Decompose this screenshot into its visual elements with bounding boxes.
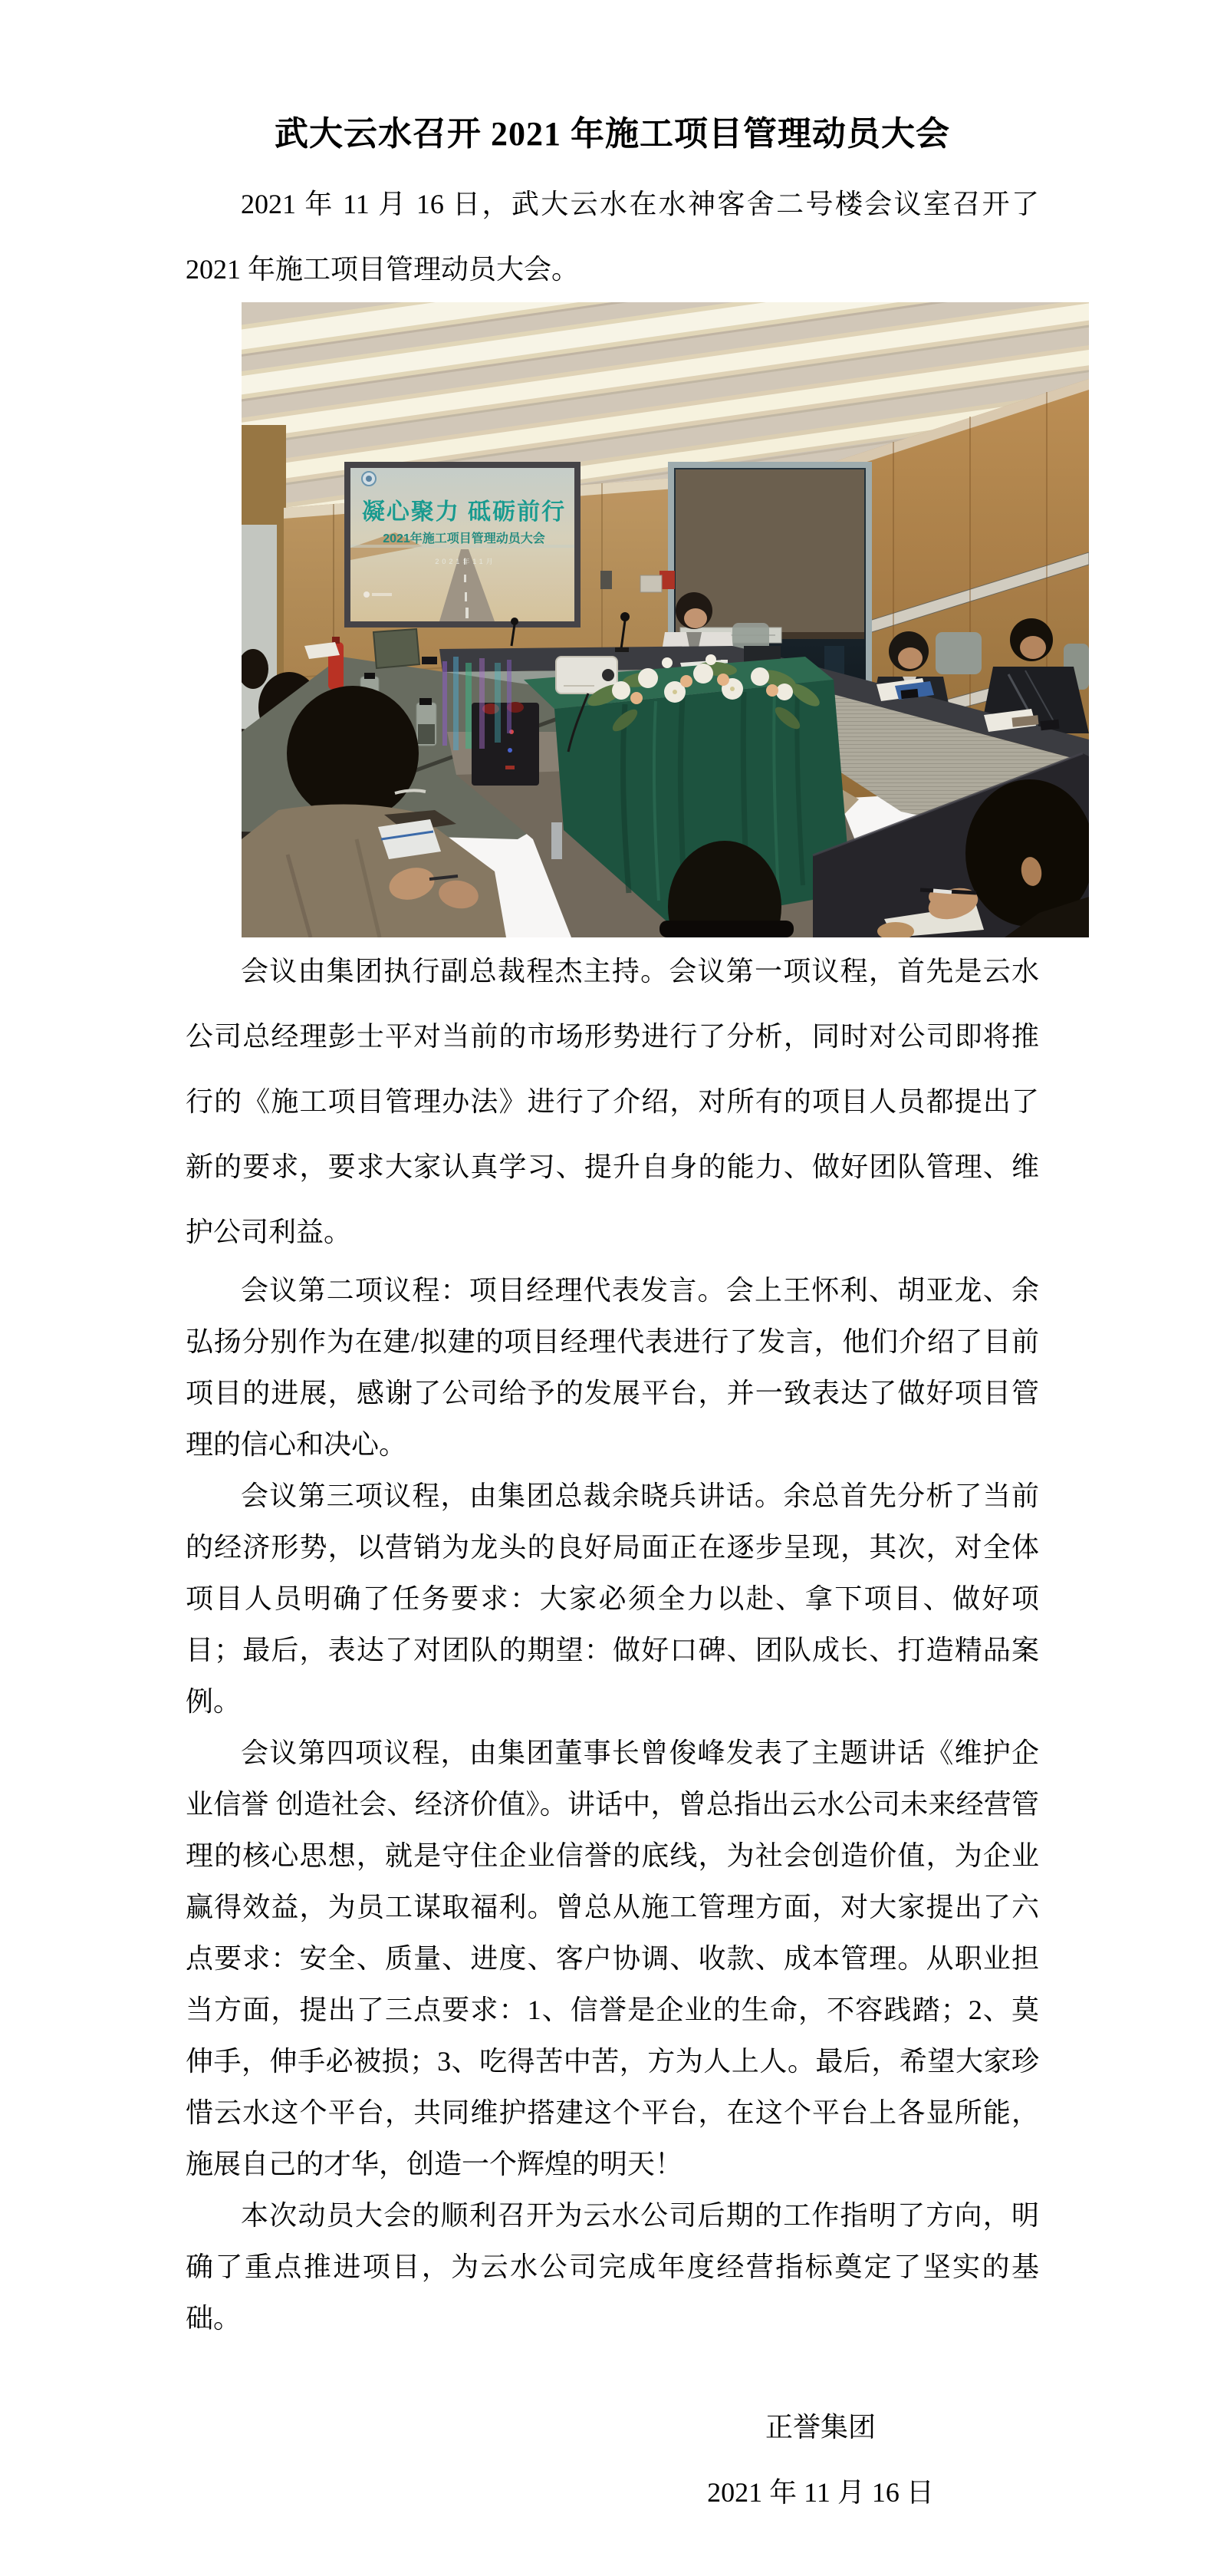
paragraph-closing: 本次动员大会的顺利召开为云水公司后期的工作指明了方向，明确了重点推进项目，为云水公司完成年度经营指标奠定了坚实的基础。 bbox=[186, 2200, 1039, 2334]
slide-slogan: 凝心聚力 砥砺前行 bbox=[361, 499, 567, 525]
meeting-room-illustration bbox=[242, 302, 1089, 937]
signature-date: 2021 年 11 月 16 日 bbox=[707, 2477, 934, 2508]
paragraph-agenda-3: 会议第三项议程，由集团总裁余晓兵讲话。余总首先分析了当前的经济形势，以营销为龙头的良好局面正在逐步呈现，其次，对全体项目人员明确了任务要求：大家必须全力以赴、拿下项目、做好项目；最后，表达了对团队的期望：做好口碑、团队成长、打造精品案例。 bbox=[186, 1481, 1039, 1717]
slide-subtitle: 2021年施工项目管理动员大会 bbox=[383, 532, 545, 545]
paragraph-agenda-2: 会议第二项议程：项目经理代表发言。会上王怀利、胡亚龙、余弘扬分别作为在建/拟建的项目经理代表进行了发言，他们介绍了目前项目的进展，感谢了公司给予的发展平台，并一致表达了做好项目管理的信心和决心。 bbox=[186, 1275, 1039, 1460]
document-title: 武大云水召开 2021 年施工项目管理动员大会 bbox=[275, 115, 950, 153]
meeting-photo bbox=[242, 302, 1089, 937]
photo-tone-overlay bbox=[242, 302, 1089, 937]
signature-org: 正誉集团 bbox=[765, 2412, 876, 2443]
paragraph-intro: 2021 年 11 月 16 日，武大云水在水神客舍二号楼会议室召开了 2021 年施工项目管理动员大会。 bbox=[186, 189, 1039, 285]
signature-block bbox=[629, 2395, 1012, 2525]
slide-date: 2021年11月 bbox=[435, 558, 496, 565]
document-content bbox=[186, 112, 1039, 2525]
paragraph-agenda-1: 会议由集团执行副总裁程杰主持。会议第一项议程，首先是云水公司总经理彭士平对当前的市场形势进行了分析，同时对公司即将推行的《施工项目管理办法》进行了介绍，对所有的项目人员都提出了新的要求，要求大家认真学习、提升自身的能力、做好团队管理、维护公司利益。 bbox=[186, 956, 1039, 1247]
paragraph-agenda-4: 会议第四项议程，由集团董事长曾俊峰发表了主题讲话《维护企业信誉 创造社会、经济价值》。讲话中，曾总指出云水公司未来经营管理的核心思想，就是守住企业信誉的底线，为社会创造价值，为企业赢得效益，为员工谋取福利。曾总从施工管理方面，对大家提出了六点要求：安全、质量、进度、客户协调、收款、成本管理。从职业担当方面，提出了三点要求：1、信誉是企业的生命，不容践踏；2、莫伸手，伸手必被损；3、吃得苦中苦，方为人上人。最后，希望大家珍惜云水这个平台，共同维护搭建这个平台，在这个平台上各显所能，施展自己的才华，创造一个辉煌的明天！ bbox=[186, 1738, 1039, 2179]
